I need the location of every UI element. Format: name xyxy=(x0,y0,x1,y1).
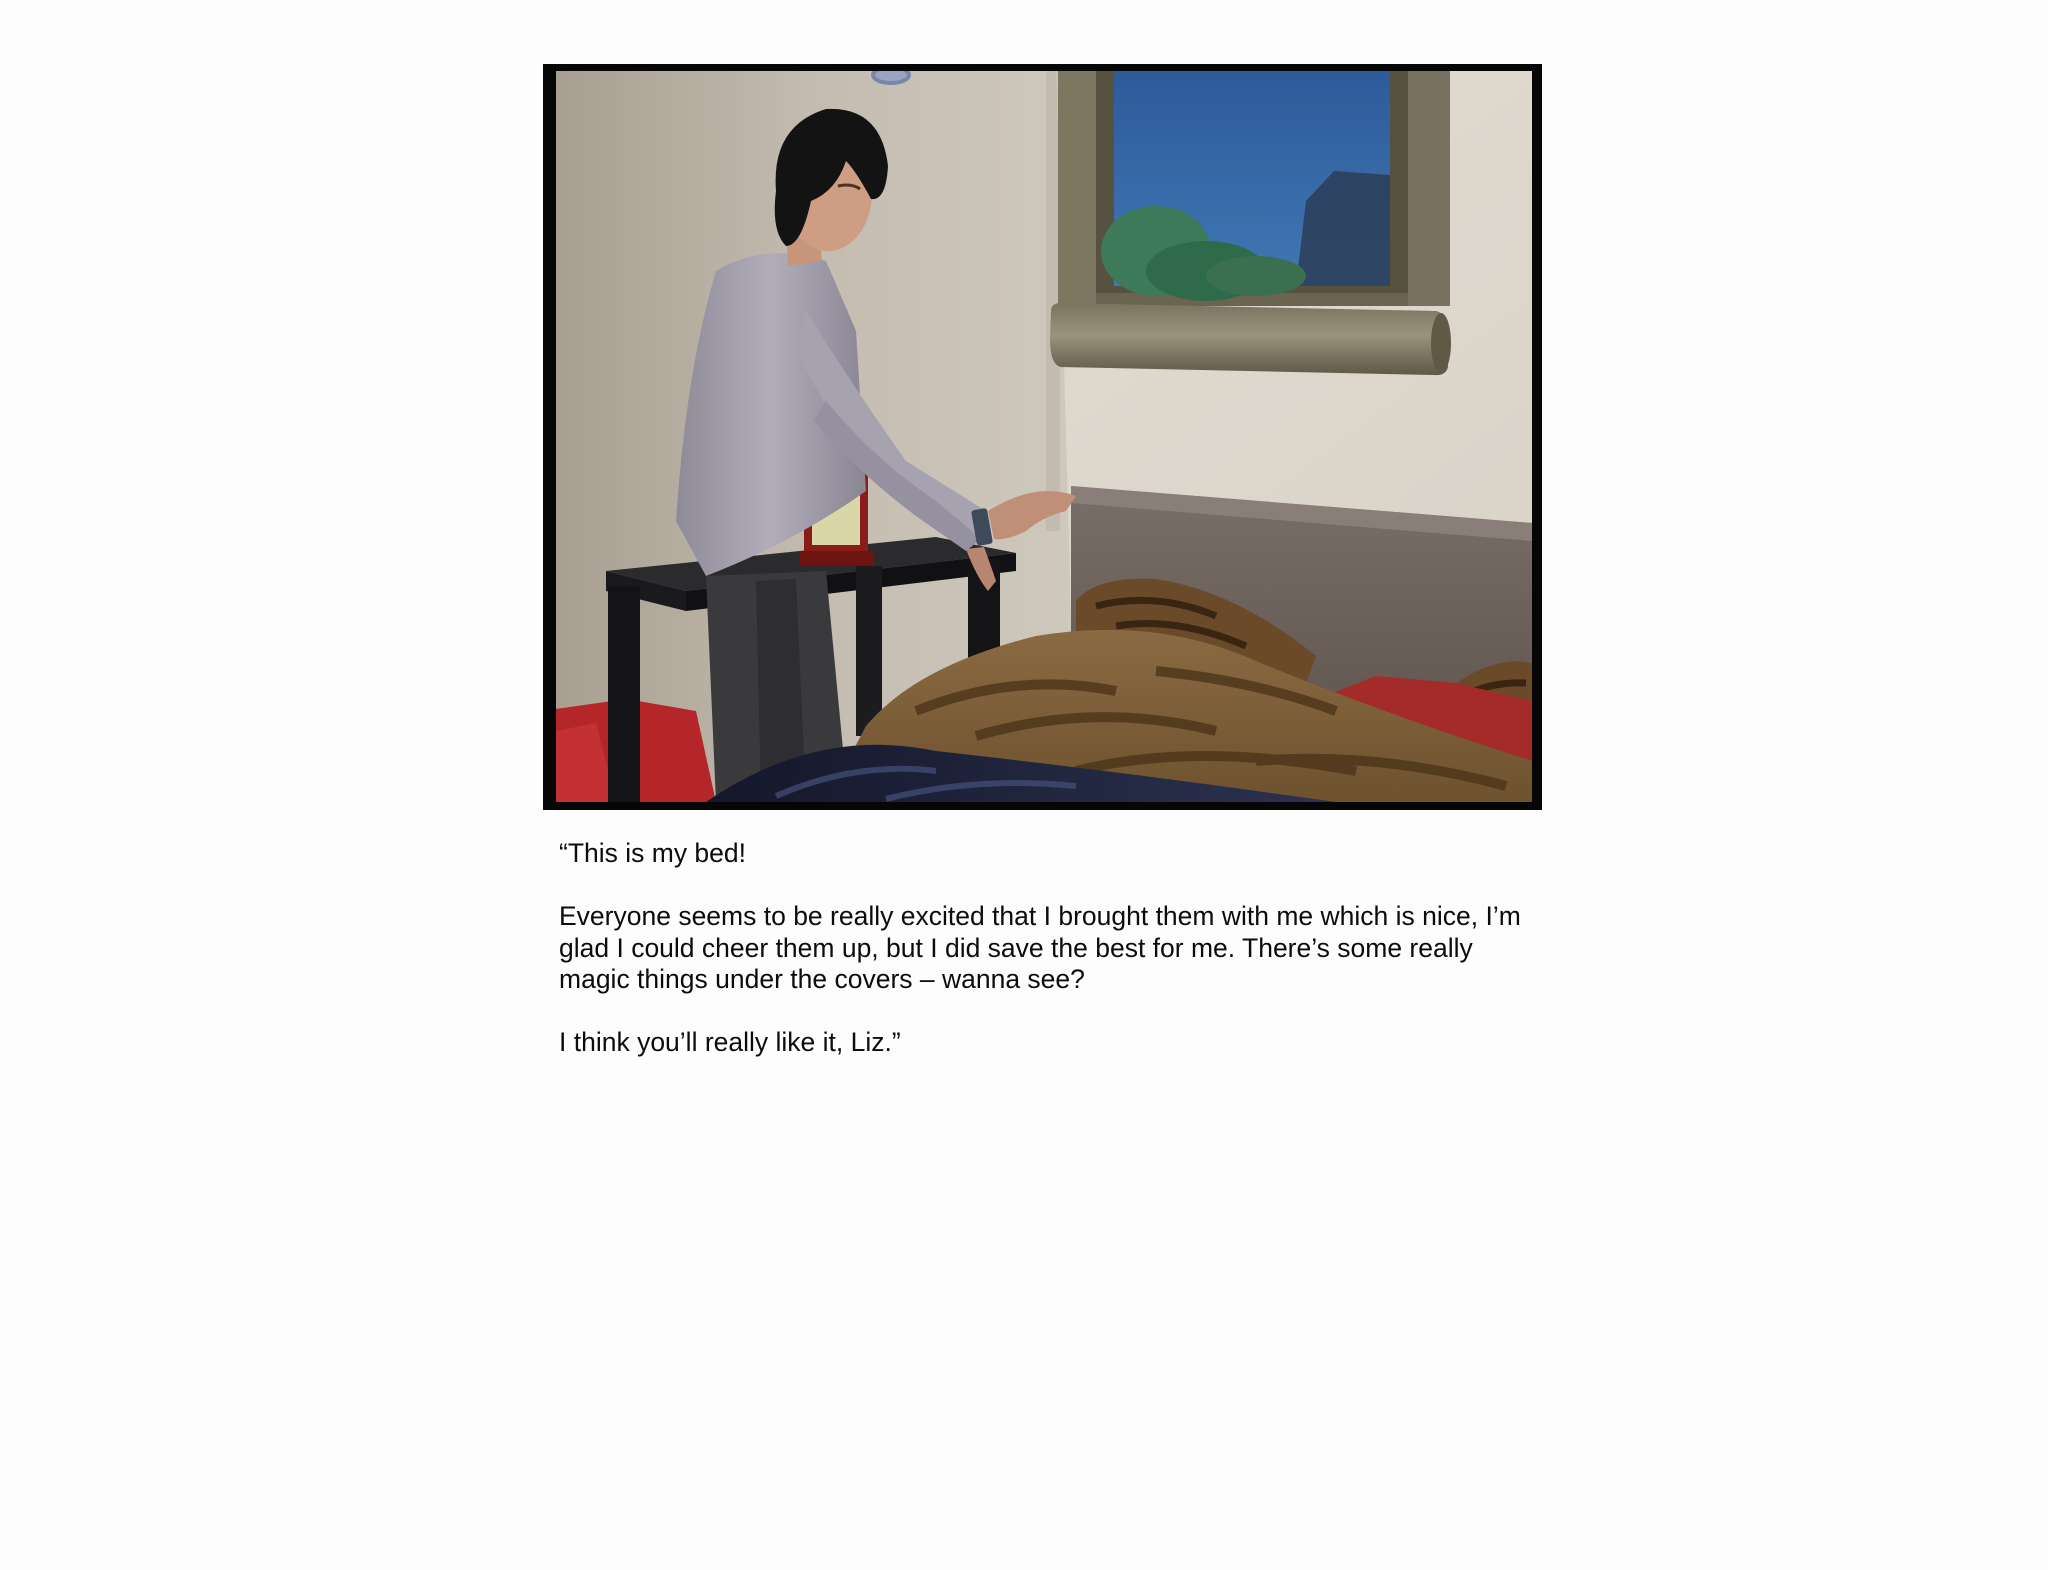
caption-paragraph: “This is my bed! xyxy=(559,838,747,868)
scene-image xyxy=(556,71,1532,802)
scene-illustration xyxy=(556,71,1532,802)
story-caption xyxy=(559,838,1539,1090)
caption-paragraph: I think you’ll really like it, Liz.” xyxy=(559,1027,901,1057)
caption-paragraph: Everyone seems to be really excited that I brought them with me which is nice, I’m glad I could cheer them up, but I did save the best for me. There’s some really magic things under the covers – wanna see? xyxy=(559,901,1521,994)
picture-frame xyxy=(543,64,1542,810)
